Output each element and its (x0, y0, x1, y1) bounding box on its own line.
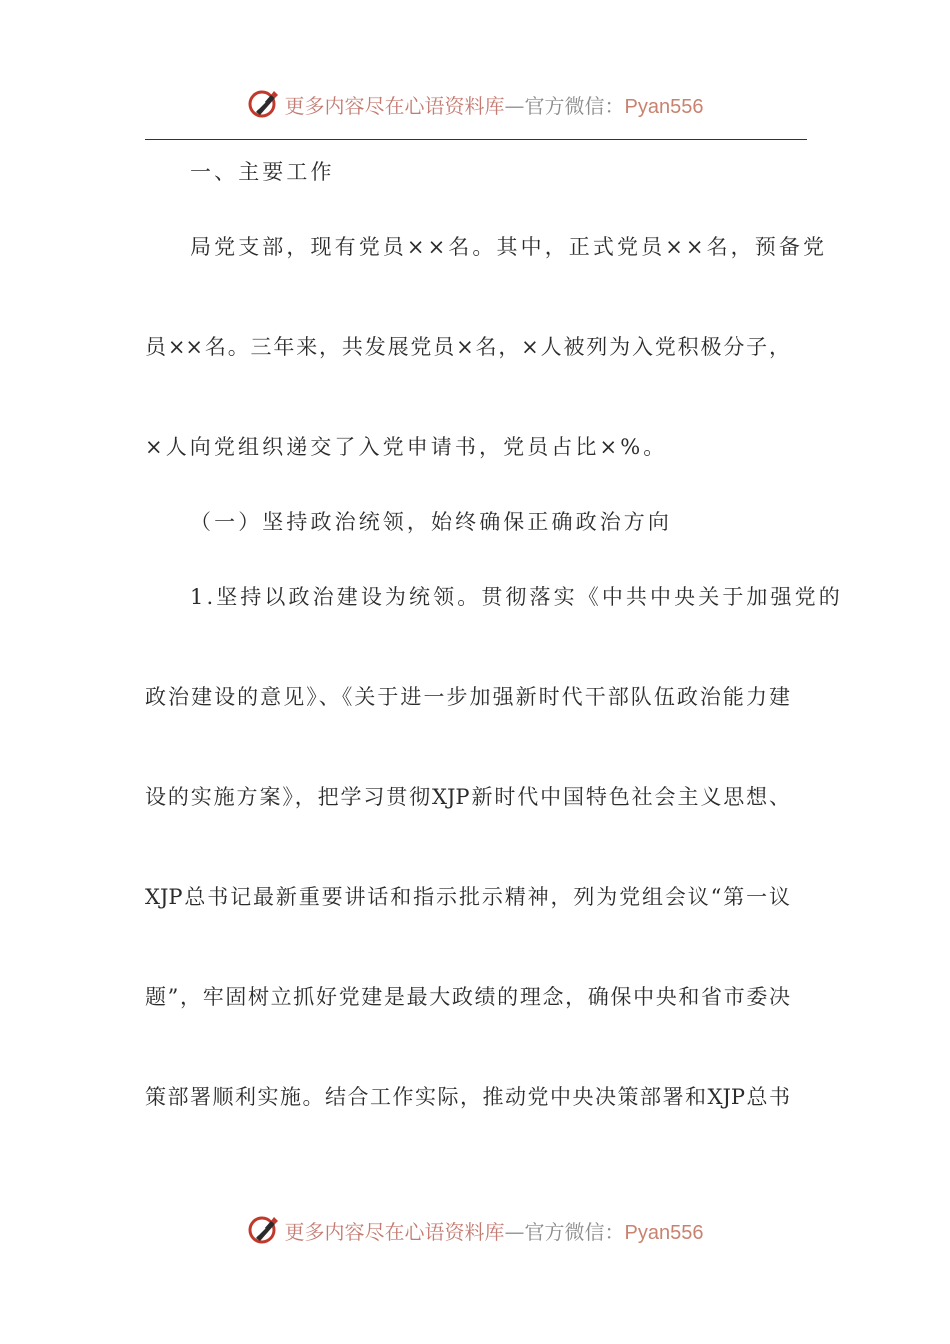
pen-nib-circle-logo-icon (247, 87, 281, 121)
watermark-prefix: 更多内容尽在心语资料库 (284, 93, 505, 118)
watermark-separator: — (504, 1219, 525, 1244)
paragraph-line: 员××名。三年来，共发展党员×名，×人被列为入党积极分子， (145, 335, 790, 359)
watermark-label: 官方微信： (524, 93, 625, 118)
paragraph-line: ×人向党组织递交了入党申请书，党员占比×%。 (145, 435, 668, 459)
header-divider (145, 139, 807, 140)
section-heading: 一、主要工作 (190, 160, 335, 184)
paragraph-line: 局党支部，现有党员××名。其中，正式党员××名，预备党 (190, 235, 828, 259)
watermark-id: Pyan556 (624, 1221, 704, 1244)
pen-nib-circle-logo-icon (247, 1213, 281, 1247)
subsection-heading: （一）坚持政治统领，始终确保正确政治方向 (190, 510, 672, 534)
paragraph-line: XJP总书记最新重要讲话和指示批示精神，列为党组会议“第一议 (145, 885, 790, 909)
footer-watermark (0, 1210, 950, 1250)
watermark-separator: — (504, 93, 525, 118)
paragraph-line: 题”，牢固树立抓好党建是最大政绩的理念，确保中央和省市委决 (145, 985, 790, 1009)
header-watermark (0, 84, 950, 124)
watermark-prefix: 更多内容尽在心语资料库 (284, 1219, 505, 1244)
watermark-id: Pyan556 (624, 95, 704, 118)
paragraph-line: 设的实施方案》，把学习贯彻XJP新时代中国特色社会主义思想、 (145, 785, 790, 809)
watermark-label: 官方微信： (524, 1219, 625, 1244)
watermark-text (285, 1216, 704, 1245)
watermark-text (285, 90, 704, 119)
paragraph-line: 政治建设的意见》、《关于进一步加强新时代干部队伍政治能力建 (145, 685, 790, 709)
paragraph-line: 1.坚持以政治建设为统领。贯彻落实《中共中央关于加强党的 (190, 585, 843, 609)
paragraph-line: 策部署顺利实施。结合工作实际，推动党中央决策部署和XJP总书 (145, 1085, 790, 1109)
